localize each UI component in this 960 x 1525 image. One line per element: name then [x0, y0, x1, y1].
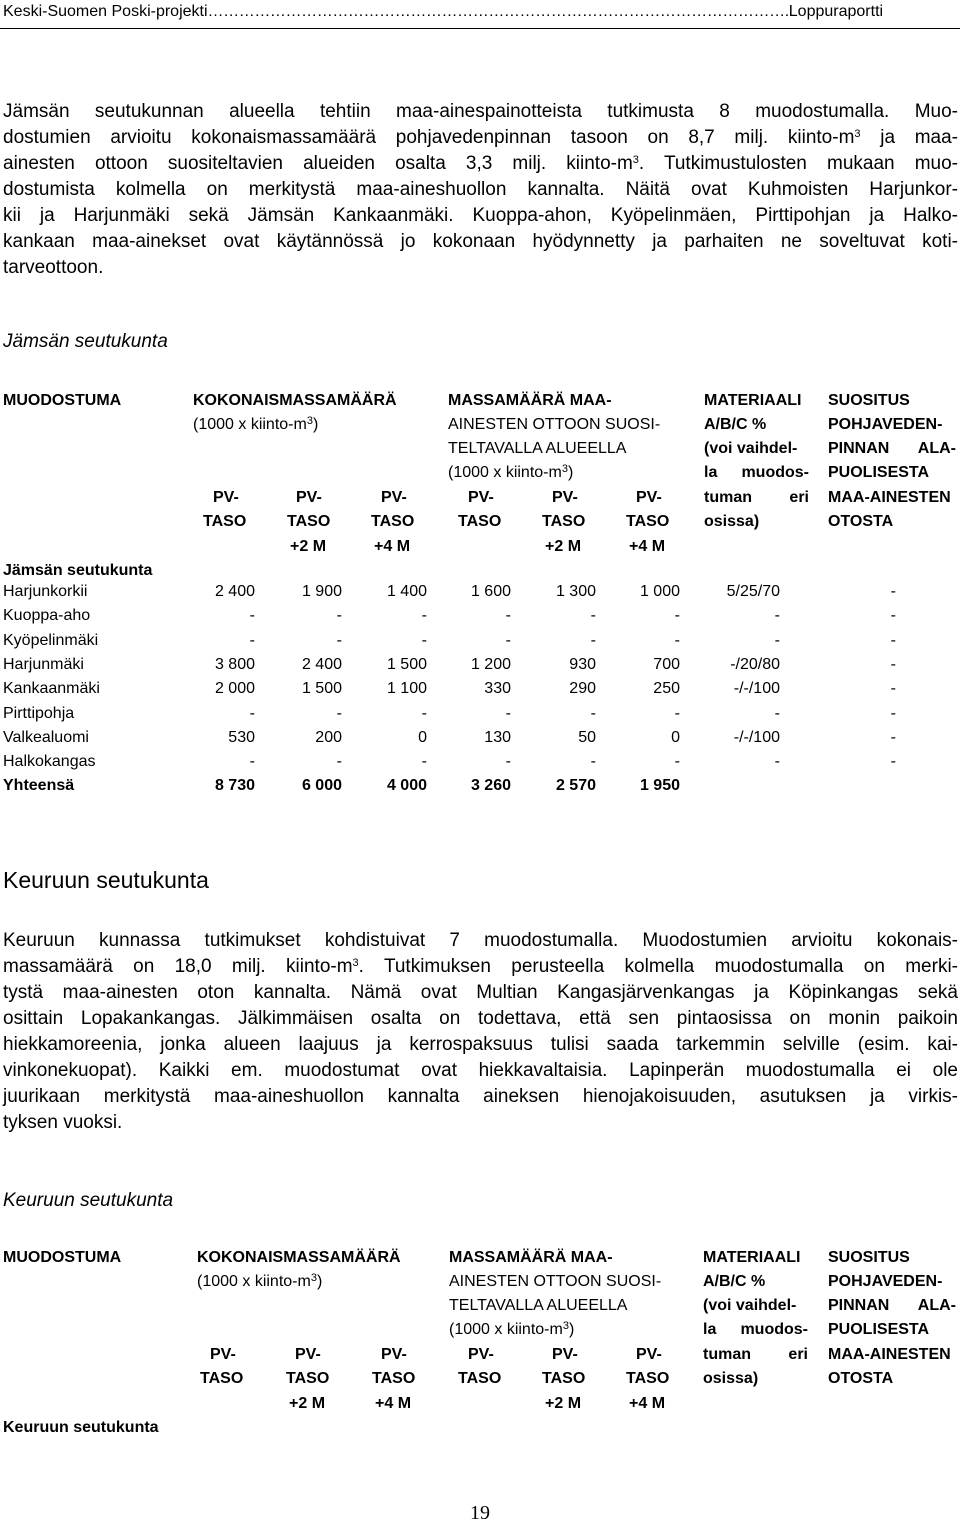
table-cell: 2 000	[214, 680, 255, 697]
table-cell-recommendation: -	[890, 705, 896, 722]
table-cell: -	[249, 753, 255, 770]
k-col-suos-5: MAA-AINESTEN	[828, 1346, 951, 1363]
table-total-name: Yhteensä	[3, 777, 75, 794]
table-cell: -	[674, 632, 680, 649]
table-row-name: Halkokangas	[3, 753, 96, 770]
col-massa-1: MASSAMÄÄRÄ MAA-	[448, 392, 612, 409]
keuruu-line-4: osittain Lopakankangas. Jälkimmäisen osalta on todettava, että sen pintaosissa on monin paikoin	[3, 1008, 958, 1029]
table-cell-material: -	[774, 632, 780, 649]
intro-paragraph	[3, 99, 958, 281]
table-cell: -	[249, 705, 255, 722]
col-mat-3: (voi vaihdel-	[704, 440, 798, 457]
k-pv-2-c: +2 M	[289, 1395, 326, 1412]
col-suos-4: PUOLISESTA	[828, 464, 930, 481]
table-total-cell: 6 000	[301, 777, 342, 794]
k-col-suos-3: PINNAN ALA-	[828, 1297, 956, 1314]
k-col-suos-4: PUOLISESTA	[828, 1321, 930, 1338]
k-col-massa-4: (1000 x kiinto-$m^3$)	[449, 1320, 575, 1338]
table-total-cell: 3 260	[470, 777, 511, 794]
table-cell: -	[336, 632, 342, 649]
k-col-mat-5: tuman eri	[703, 1346, 808, 1363]
keuruu-line-5: hiekkamoreenia, jonka alueen laajuus ja kerrospaksuus tulisi saada tarkemmin selville (esim. kai-	[3, 1034, 958, 1055]
table-cell: -	[421, 705, 427, 722]
table-cell: 1 200	[470, 656, 511, 673]
table-cell: -	[505, 753, 511, 770]
header-project	[3, 3, 883, 21]
table-cell-recommendation: -	[890, 607, 896, 624]
col-muodostuma: MUODOSTUMA	[3, 392, 122, 409]
pv-6-a: PV-	[636, 489, 662, 506]
table-cell-material: 5/25/70	[726, 583, 780, 600]
table-total-cell: 1 950	[639, 777, 680, 794]
col-suos-1: SUOSITUS	[828, 392, 910, 409]
table-cell: -	[421, 632, 427, 649]
table-cell: 700	[653, 656, 680, 673]
table-cell: -	[590, 753, 596, 770]
table-cell: -	[590, 632, 596, 649]
k-pv-5-b: TASO	[542, 1370, 586, 1387]
pv-6-c: +4 M	[629, 538, 666, 555]
pv-1-a: PV-	[213, 489, 239, 506]
table-cell-material: -	[774, 753, 780, 770]
table-row-name: Kankaanmäki	[3, 680, 100, 697]
table-cell: 330	[484, 680, 511, 697]
pv-5-b: TASO	[542, 513, 586, 530]
table-cell-recommendation: -	[890, 583, 896, 600]
keuruu-line-1: Keuruun kunnassa tutkimukset kohdistuivat 7 muodostumalla. Muodostumien arvioitu kokonais-	[3, 930, 958, 951]
table-row-name: Pirttipohja	[3, 705, 75, 722]
table-row-name: Kyöpelinmäki	[3, 632, 99, 649]
table-cell: 2 400	[214, 583, 255, 600]
k-col-mat-3: (voi vaihdel-	[703, 1297, 797, 1314]
table-cell: 200	[315, 729, 342, 746]
keuruu-line-2: massamäärä on 18,0 milj. kiinto-$m^3$. Tutkimuksen perusteella kolmella muodostumalla on merki-	[3, 956, 958, 977]
k-pv-4-a: PV-	[468, 1346, 494, 1363]
pv-4-b: TASO	[458, 513, 502, 530]
k-col-massa-1: MASSAMÄÄRÄ MAA-	[449, 1249, 613, 1266]
table-row-name: Harjunkorkii	[3, 583, 88, 600]
table-total-cell: 4 000	[386, 777, 427, 794]
table-cell: -	[590, 705, 596, 722]
col-mat-4: la muodos-	[704, 464, 809, 481]
keuruu-paragraph	[3, 928, 958, 1136]
intro-line-5: kii ja Harjunmäki sekä Jämsän Kankaanmäki. Kuoppa-ahon, Kyöpelinmäen, Pirttipohjan ja Halko-	[3, 205, 958, 226]
col-mat-5: tuman eri	[704, 489, 809, 506]
pv-5-c: +2 M	[545, 538, 582, 555]
table-cell: 1 400	[386, 583, 427, 600]
k-pv-1-a: PV-	[210, 1346, 236, 1363]
col-kokonais-2: (1000 x kiinto-$m^3$)	[193, 415, 319, 433]
k-pv-3-c: +4 M	[375, 1395, 412, 1412]
table-cell: -	[336, 607, 342, 624]
col-massa-4: (1000 x kiinto-$m^3$)	[448, 463, 574, 481]
k-col-muodostuma: MUODOSTUMA	[3, 1249, 122, 1266]
table-row-name: Kuoppa-aho	[3, 607, 91, 624]
pv-2-a: PV-	[296, 489, 322, 506]
pv-4-a: PV-	[468, 489, 494, 506]
table-cell-recommendation: -	[890, 753, 896, 770]
k-col-massa-3: TELTAVALLA ALUEELLA	[449, 1297, 628, 1314]
table-cell: 1 600	[470, 583, 511, 600]
k-col-massa-2: AINESTEN OTTOON SUOSI-	[449, 1273, 662, 1290]
k-pv-5-a: PV-	[552, 1346, 578, 1363]
k-col-mat-1: MATERIAALI	[703, 1249, 801, 1266]
table-cell: 0	[671, 729, 680, 746]
table-cell: -	[421, 607, 427, 624]
col-massa-2: AINESTEN OTTOON SUOSI-	[448, 416, 661, 433]
jamsa-caption: Jämsän seutukunta	[3, 331, 168, 352]
table-row-name: Harjunmäki	[3, 656, 84, 673]
table-cell: 250	[653, 680, 680, 697]
table-cell: -	[674, 607, 680, 624]
table-cell: -	[674, 705, 680, 722]
intro-line-6: kankaan maa-ainekset ovat käytännössä jo kokonaan hyödynnetty ja parhaiten ne soveltuvat koti-	[3, 231, 958, 252]
k-col-mat-4: la muodos-	[703, 1321, 808, 1338]
intro-line-7: tarveottoon.	[3, 257, 104, 278]
table-cell-material: -	[774, 607, 780, 624]
col-massa-3: TELTAVALLA ALUEELLA	[448, 440, 627, 457]
intro-line-1: Jämsän seutukunnan alueella tehtiin maa-ainespainotteista tutkimusta 8 muodostumalla. Muo-	[3, 101, 958, 122]
keuruu-caption: Keuruun seutukunta	[3, 1190, 174, 1211]
keuruu-line-8: tyksen vuoksi.	[3, 1112, 123, 1133]
table-cell: 0	[418, 729, 427, 746]
page-number: 19	[470, 1502, 490, 1524]
table-cell: -	[336, 753, 342, 770]
table-cell: 1 300	[555, 583, 596, 600]
table-cell-material: -	[774, 705, 780, 722]
col-mat-1: MATERIAALI	[704, 392, 802, 409]
keuruu-line-3: tystä maa-ainesten oton kannalta. Nämä ovat Multian Kangasjärvenkangas ja Köpinkangas sekä	[3, 982, 958, 1003]
table-cell: -	[674, 753, 680, 770]
pv-6-b: TASO	[626, 513, 670, 530]
table-cell: -	[505, 632, 511, 649]
k-col-suos-2: POHJAVEDEN-	[828, 1273, 943, 1290]
header-rule	[0, 28, 960, 29]
table-total-cell: 2 570	[555, 777, 596, 794]
table-cell: 1 000	[639, 583, 680, 600]
k-col-suos-6: OTOSTA	[828, 1370, 894, 1387]
table-cell: -	[249, 632, 255, 649]
table-cell-material: -/20/80	[730, 656, 780, 673]
table-cell: 130	[484, 729, 511, 746]
header-project-name: Keski-Suomen Poski-projekti	[3, 3, 208, 20]
table-row-name: Valkealuomi	[3, 729, 89, 746]
k-col-mat-2: A/B/C %	[703, 1273, 766, 1290]
col-mat-6: osissa)	[704, 513, 760, 530]
k-pv-6-c: +4 M	[629, 1395, 666, 1412]
keuruu-line-7: juurikaan merkitystä maa-aineshuollon kannalta aineksen hienojakoisuuden, asutuksen ja virkis-	[3, 1086, 958, 1107]
pv-3-b: TASO	[371, 513, 415, 530]
table-total-cell: 8 730	[214, 777, 255, 794]
k-col-suos-1: SUOSITUS	[828, 1249, 910, 1266]
col-kokonais-1: KOKONAISMASSAMÄÄRÄ	[193, 392, 397, 409]
table-cell: -	[590, 607, 596, 624]
table-cell: 930	[569, 656, 596, 673]
table-cell-recommendation: -	[890, 680, 896, 697]
k-pv-6-a: PV-	[636, 1346, 662, 1363]
k-pv-6-b: TASO	[626, 1370, 670, 1387]
col-suos-5: MAA-AINESTEN	[828, 489, 951, 506]
header-report-name: Loppuraportti	[788, 3, 884, 20]
k-pv-3-a: PV-	[381, 1346, 407, 1363]
k-pv-4-b: TASO	[458, 1370, 502, 1387]
table-cell: -	[505, 607, 511, 624]
k-col-kokonais-2: (1000 x kiinto-$m^3$)	[197, 1272, 323, 1290]
table-cell: 1 900	[301, 583, 342, 600]
intro-line-4: dostumista kolmella on merkitystä maa-aineshuollon kannalta. Näitä ovat Kuhmoisten Harjunkor-	[3, 179, 958, 200]
keuruu-line-6: vinkonekuopat). Kaikki em. muodostumat ovat hiekkavaltaisia. Lapinperän muodostumalla ei ole	[3, 1060, 958, 1081]
table-cell: -	[421, 753, 427, 770]
k-col-mat-6: osissa)	[703, 1370, 759, 1387]
col-mat-2: A/B/C %	[704, 416, 767, 433]
table-cell: 530	[228, 729, 255, 746]
table-cell: -	[336, 705, 342, 722]
k-pv-2-a: PV-	[295, 1346, 321, 1363]
k-pv-2-b: TASO	[286, 1370, 330, 1387]
table-cell-recommendation: -	[890, 656, 896, 673]
table-cell: 290	[569, 680, 596, 697]
keuruu-group-label: Keuruun seutukunta	[3, 1419, 159, 1436]
table-cell-material: -/-/100	[733, 729, 780, 746]
pv-1-b: TASO	[203, 513, 247, 530]
pv-5-a: PV-	[552, 489, 578, 506]
intro-line-2: dostumien arvioitu kokonaismassamäärä pohjavedenpinnan tasoon on 8,7 milj. kiinto-$m^3$ ja maa-	[3, 127, 958, 148]
table-cell: -	[249, 607, 255, 624]
col-suos-2: POHJAVEDEN-	[828, 416, 943, 433]
k-pv-5-c: +2 M	[545, 1395, 582, 1412]
table-cell: 1 100	[386, 680, 427, 697]
pv-2-b: TASO	[287, 513, 331, 530]
jamsa-group-label: Jämsän seutukunta	[3, 562, 153, 579]
col-suos-6: OTOSTA	[828, 513, 894, 530]
k-pv-3-b: TASO	[372, 1370, 416, 1387]
table-cell: 2 400	[301, 656, 342, 673]
header-dots: ………………………………………………………………………………………………….	[207, 3, 789, 20]
pv-3-a: PV-	[381, 489, 407, 506]
table-cell-material: -/-/100	[733, 680, 780, 697]
k-col-kokonais-1: KOKONAISMASSAMÄÄRÄ	[197, 1249, 401, 1266]
table-cell-recommendation: -	[890, 632, 896, 649]
table-cell: 1 500	[386, 656, 427, 673]
col-suos-3: PINNAN ALA-	[828, 440, 956, 457]
table-cell: 50	[578, 729, 596, 746]
pv-3-c: +4 M	[374, 538, 411, 555]
table-cell: 1 500	[301, 680, 342, 697]
table-cell: 3 800	[214, 656, 255, 673]
pv-2-c: +2 M	[290, 538, 327, 555]
keuruu-heading: Keuruun seutukunta	[3, 867, 209, 893]
table-cell: -	[505, 705, 511, 722]
table-cell-recommendation: -	[890, 729, 896, 746]
intro-line-3: ainesten ottoon suositeltavien alueiden osalta 3,3 milj. kiinto-$m^3$. Tutkimustulosten mukaan muo-	[3, 153, 958, 174]
k-pv-1-b: TASO	[200, 1370, 244, 1387]
